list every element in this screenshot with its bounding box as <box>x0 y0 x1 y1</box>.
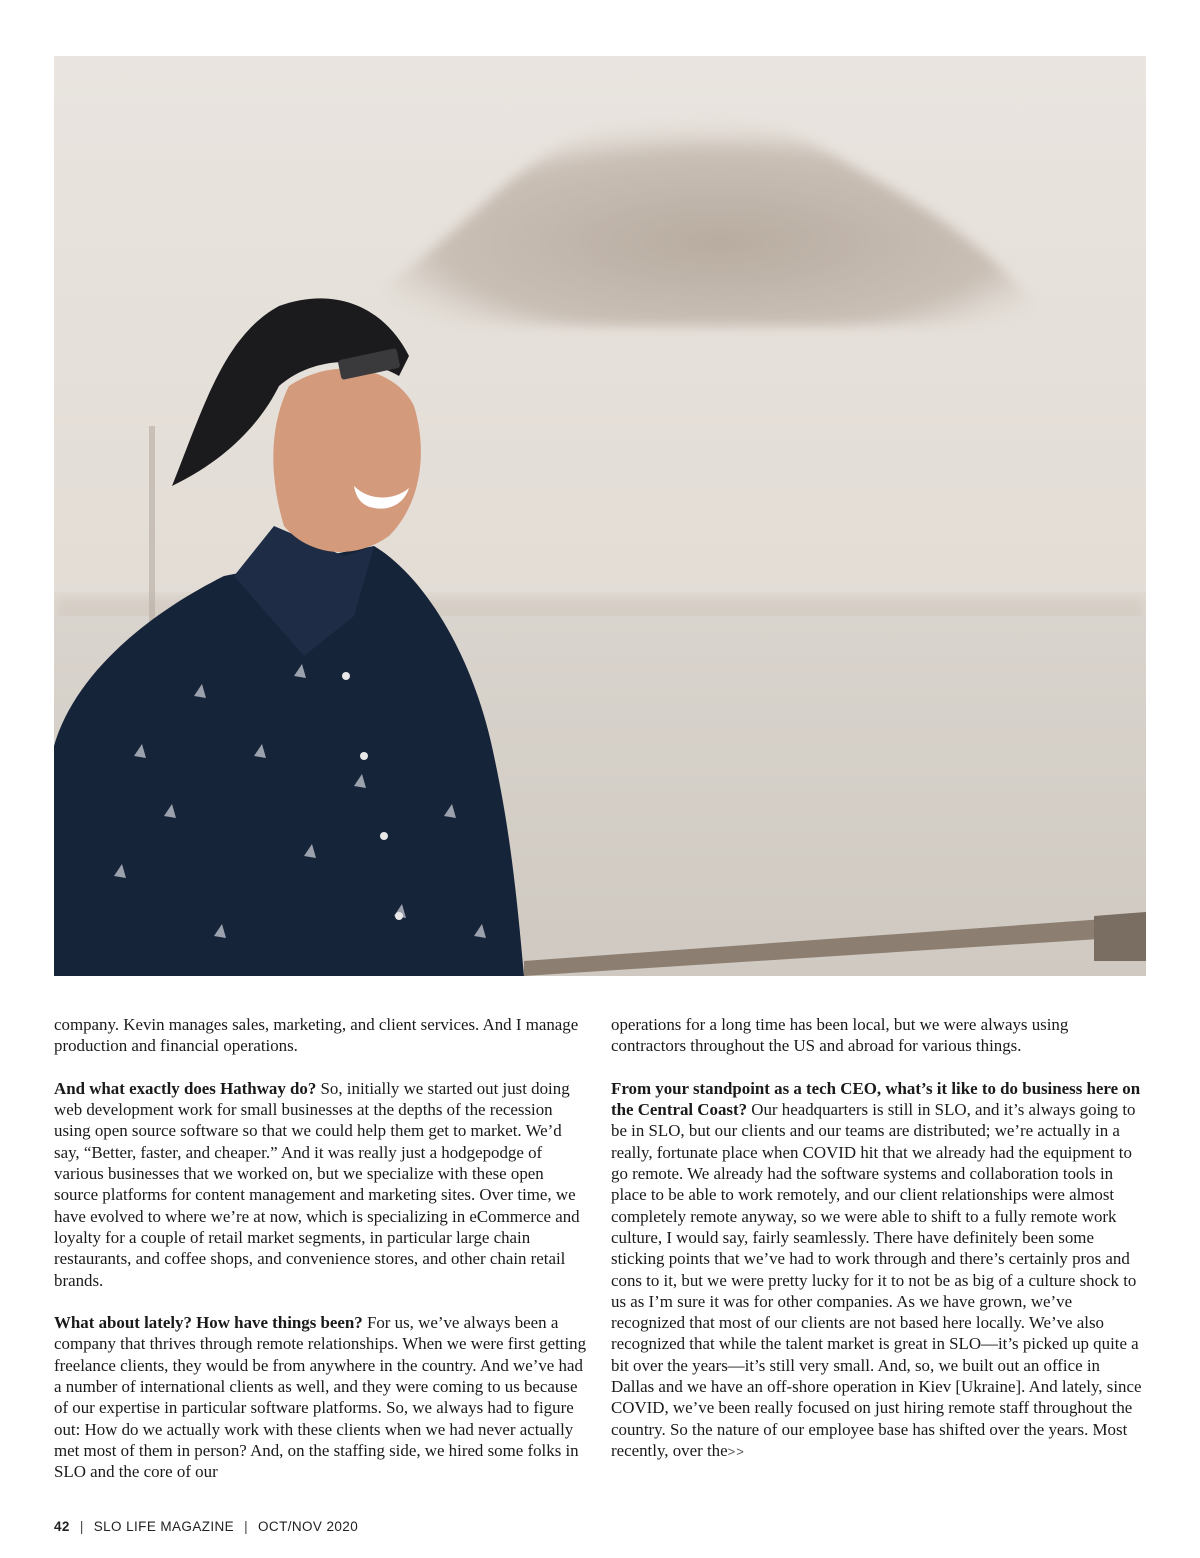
footer-divider: | <box>79 1519 84 1534</box>
interview-question: And what exactly does Hathway do? <box>54 1078 317 1098</box>
interview-question: What about lately? How have things been? <box>54 1313 363 1333</box>
paragraph <box>54 1312 590 1482</box>
paragraph <box>611 1014 1147 1057</box>
answer-text: Our headquarters is still in SLO, and it’s always going to be in SLO, but our clients and our teams are distributed; we’re actually in a really, fortunate place when COVID hit that we already had the equipment to go remote. We already had the software systems and collaboration tools in place to be able to work remotely, and our client relationships were almost completely remote anyway, so we were able to shift to a fully remote work culture, I would say, fairly seamlessly. There have definitely been some sticking points that we’ve had to work through and there’s certainly pros and cons to it, but we were pretty lucky for it to not be as big of a culture shock to us as I’m sure it was for other companies. As we have grown, we’ve recognized that most of our clients are not based here locally. We’ve also recognized that while the talent market is great in SLO—it’s picked up quite a bit over the years—it’s still very small. And, so, we built out an office in Dallas and we have an off-shore operation in Kiev [Ukraine]. And lately, since COVID, we’ve been really focused on just hiring remote staff throughout the country. So the nature of our employee base has shifted over the years. Most recently, over the <box>611 1100 1142 1460</box>
paragraph <box>54 1078 590 1291</box>
page-footer <box>54 1519 358 1534</box>
paragraph <box>611 1078 1147 1462</box>
paragraph <box>54 1014 590 1057</box>
answer-text: operations for a long time has been local, but we were always using contractors throughout the US and abroad for various things. <box>611 1015 1069 1056</box>
answer-text: For us, we’ve always been a company that thrives through remote relationships. When we were first getting freelance clients, they would be from anywhere in the country. And we’ve had a number of international clients as well, and they were coming to us because of our expertise in particular software platforms. So, we always had to figure out: How do we actually work with these clients when we had never actually met most of them in person? And, on the staffing side, we hired some folks in SLO and the core of our <box>54 1313 587 1482</box>
issue-date: OCT/NOV 2020 <box>258 1519 359 1534</box>
footer-divider: | <box>244 1519 249 1534</box>
right-text-column <box>611 1014 1147 1484</box>
feature-photo <box>54 56 1146 976</box>
magazine-name: SLO LIFE MAGAZINE <box>93 1519 235 1534</box>
answer-text: So, initially we started out just doing web development work for small businesses at the depths of the recession using open source software so that we could help them get to market. We’d say, “Better, faster, and cheaper.” And it was really just a hodgepodge of various businesses that we worked on, but we specialize with these open source platforms for content management and marketing sites. Over time, we have evolved to where we’re at now, which is specializing in eCommerce and loyalty for a couple of retail market segments, in particular large chain restaurants, and coffee shops, and convenience stores, and other chain retail brands. <box>54 1078 580 1290</box>
continued-marker: >> <box>727 1443 745 1459</box>
railing-post <box>1094 912 1146 961</box>
page-number: 42 <box>54 1519 70 1534</box>
interview-question: From your standpoint as a tech CEO, what’s it like to do business here on the Central Coast? <box>611 1078 1141 1120</box>
answer-text: company. Kevin manages sales, marketing, and client services. And I manage production and financial operations. <box>54 1015 579 1056</box>
face <box>273 369 421 552</box>
portrait-illustration <box>54 56 1146 976</box>
left-text-column <box>54 1014 590 1504</box>
